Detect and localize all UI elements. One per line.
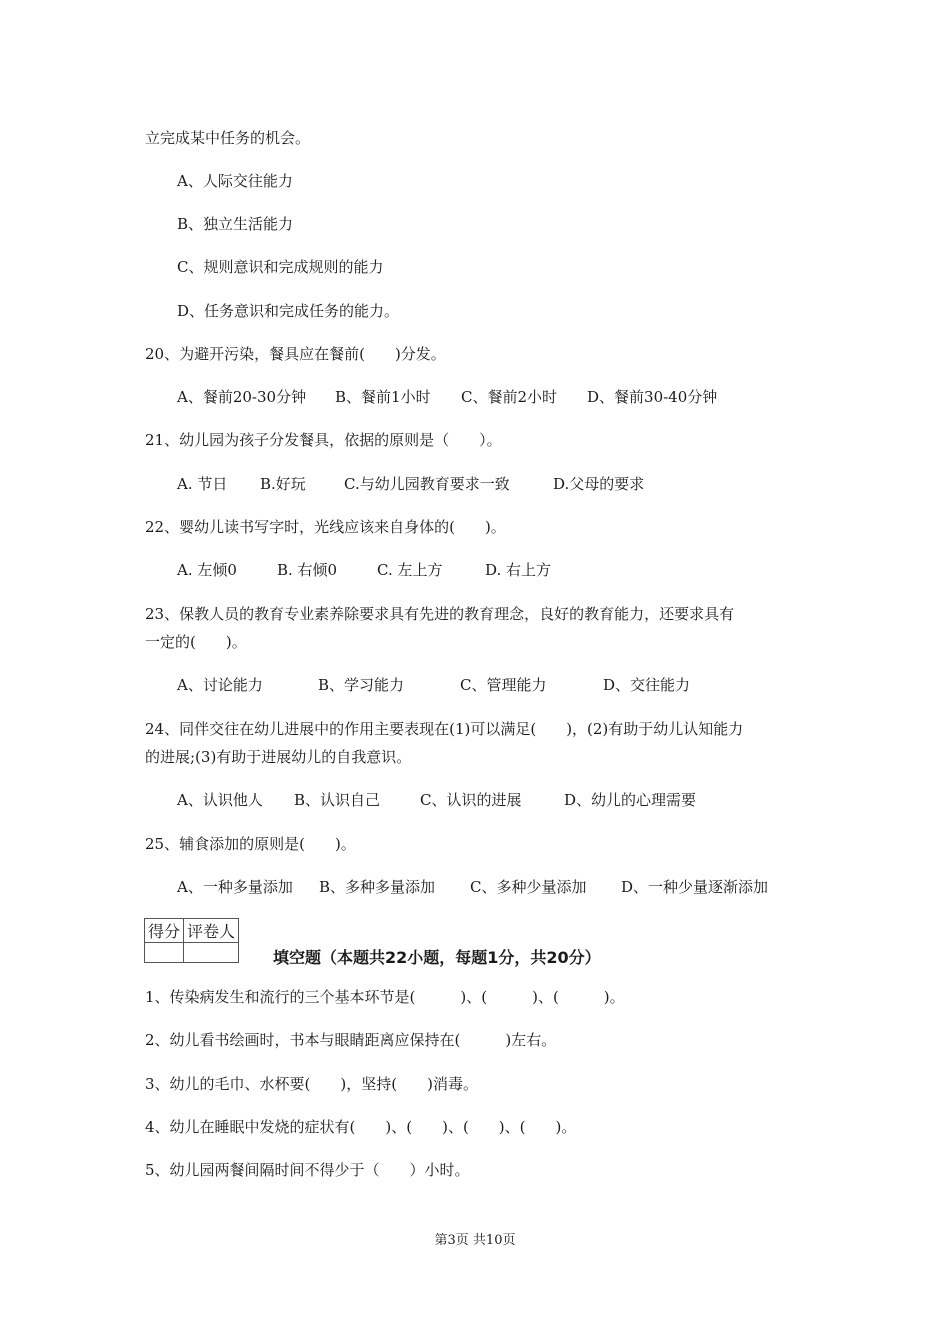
option: A、一种多量添加: [177, 878, 293, 896]
page-footer: 第3页 共10页: [434, 1233, 516, 1248]
option: A. 左倾0: [177, 561, 237, 579]
option: A、认识他人: [177, 791, 263, 809]
option: A、讨论能力: [177, 676, 263, 694]
fill-question-5: 5、幼儿园两餐间隔时间不得少于（ ）小时。: [145, 1161, 470, 1179]
question-23-line2: 一定的( )。: [145, 633, 247, 651]
question-23-options: [177, 675, 690, 695]
question-20: 20、为避开污染，餐具应在餐前( )分发。: [145, 345, 446, 363]
option: C、餐前2小时: [461, 388, 558, 406]
score-box: [144, 918, 239, 963]
option: B、餐前1小时: [335, 388, 431, 406]
option: A、餐前20-30分钟: [177, 388, 307, 406]
option: B、学习能力: [318, 676, 405, 694]
option: D.父母的要求: [553, 475, 645, 493]
option-c: C、规则意识和完成规则的能力: [177, 258, 384, 276]
question-22-options: [177, 560, 551, 580]
option-a: A、人际交往能力: [177, 172, 293, 190]
question-20-options: [177, 387, 717, 407]
fill-question-4: 4、幼儿在睡眠中发烧的症状有( )、( )、( )、( )。: [145, 1118, 577, 1136]
option: C. 左上方: [377, 561, 443, 579]
question-24-line1: 24、同伴交往在幼儿进展中的作用主要表现在(1)可以满足( )，(2)有助于幼儿认知能力: [145, 720, 744, 738]
option: C、多种少量添加: [470, 878, 587, 896]
text-line: 立完成某中任务的机会。: [145, 129, 311, 147]
option: D、幼儿的心理需要: [564, 791, 697, 809]
option: A. 节日: [177, 475, 228, 493]
option: B、多种多量添加: [319, 878, 436, 896]
option: C.与幼儿园教育要求一致: [344, 475, 510, 493]
option: D、交往能力: [603, 676, 691, 694]
option: D、餐前30-40分钟: [587, 388, 718, 406]
option-b: B、独立生活能力: [177, 215, 294, 233]
question-23-line1: 23、保教人员的教育专业素养除要求具有先进的教育理念，良好的教育能力，还要求具有: [145, 605, 735, 623]
option: C、管理能力: [460, 676, 547, 694]
option: B.好玩: [260, 475, 306, 493]
grader-label: 评卷人: [184, 919, 239, 943]
question-25: 25、辅食添加的原则是( )。: [145, 835, 356, 853]
question-25-options: [177, 877, 768, 897]
question-21-options: [177, 474, 644, 494]
section-title: 填空题（本题共22小题，每题1分，共20分）: [273, 948, 601, 967]
fill-question-2: 2、幼儿看书绘画时，书本与眼睛距离应保持在( )左右。: [145, 1031, 557, 1049]
fill-question-3: 3、幼儿的毛巾、水杯要( )，坚持( )消毒。: [145, 1075, 478, 1093]
grader-cell: [184, 943, 239, 963]
question-24-options: [177, 790, 696, 810]
fill-question-1: 1、传染病发生和流行的三个基本环节是( )、( )、( )。: [145, 988, 625, 1006]
score-cell: [145, 943, 184, 963]
option: D. 右上方: [485, 561, 552, 579]
option: B、认识自己: [294, 791, 381, 809]
option: B. 右倾0: [277, 561, 338, 579]
question-24-line2: 的进展;(3)有助于进展幼儿的自我意识。: [145, 748, 412, 766]
question-21: 21、幼儿园为孩子分发餐具，依据的原则是（ ）。: [145, 431, 502, 449]
option: C、认识的进展: [420, 791, 522, 809]
question-22: 22、婴幼儿读书写字时，光线应该来自身体的( )。: [145, 518, 506, 536]
score-label: 得分: [145, 919, 184, 943]
option-d: D、任务意识和完成任务的能力。: [177, 302, 400, 320]
option: D、一种少量逐渐添加: [621, 878, 769, 896]
